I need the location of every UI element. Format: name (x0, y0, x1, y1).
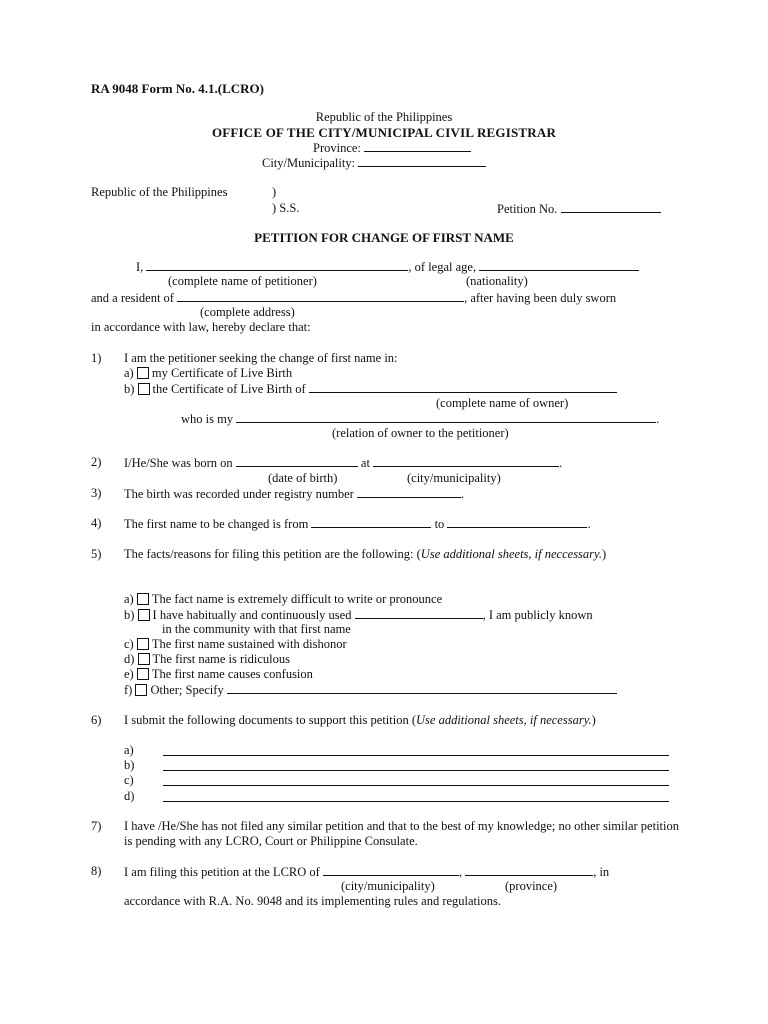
sworn-text: , after having been duly sworn (464, 291, 617, 305)
item6-lead: I submit the following documents to support this petition ( (124, 713, 416, 727)
from-name-field[interactable] (311, 516, 431, 528)
petitioner-caption: (complete name of petitioner) (168, 274, 317, 288)
item8-comma: , (458, 865, 463, 879)
lcro-city-field[interactable] (323, 864, 459, 876)
petition-no-label: Petition No. (497, 202, 558, 216)
item5-option-a (124, 592, 442, 607)
item4-number: 4) (91, 516, 102, 530)
petition-no-field[interactable] (561, 201, 661, 213)
item7-text: I have /He/She has not filed any similar petition and that to the best of my knowledge; no other similar petition is pending with any LCRO, Court or Philippine Consulate. (124, 819, 679, 848)
item4-to: to (434, 517, 445, 531)
item1-a-text: my Certificate of Live Birth (151, 366, 293, 380)
item2-period: . (559, 456, 563, 470)
birth-city-caption: (city/municipality) (407, 471, 501, 485)
item2-number: 2) (91, 455, 102, 469)
item1-option-a (124, 366, 292, 381)
address-caption: (complete address) (200, 305, 295, 319)
city-row (262, 155, 486, 171)
item8-text: I am filing this petition at the LCRO of (124, 865, 320, 879)
relation-field[interactable] (236, 411, 656, 423)
doc-d-label: d) (124, 789, 135, 803)
item1-b-text: the Certificate of Live Birth of (152, 382, 306, 396)
item5-option-d (124, 652, 290, 667)
venue-republic: Republic of the Philippines (91, 185, 228, 199)
lcro-province-field[interactable] (465, 864, 593, 876)
intro-line-2 (91, 290, 616, 306)
province-row (313, 140, 471, 156)
item6-number: 6) (91, 713, 102, 727)
resident-label: and a resident of (91, 291, 174, 305)
item5-text (124, 547, 679, 562)
item1-text: I am the petitioner seeking the change of first name in: (124, 351, 398, 365)
owner-name-field[interactable] (309, 381, 617, 393)
item1-b-checkbox[interactable] (138, 383, 150, 395)
item5-italic: Use additional sheets, if neccessary. (420, 547, 603, 561)
registry-number-field[interactable] (357, 486, 461, 498)
item5-close: ) (602, 547, 607, 561)
province-field[interactable] (364, 140, 471, 152)
doc-row-a (124, 743, 134, 758)
doc-row-d (124, 789, 134, 804)
header-office: OFFICE OF THE CITY/MUNICIPAL CIVIL REGISTRAR (211, 125, 557, 140)
other-specify-field[interactable] (227, 682, 617, 694)
venue-paren: ) (272, 185, 277, 199)
item5-option-c (124, 637, 347, 652)
item5-f-label: f) (124, 683, 133, 697)
item3-period: . (460, 487, 465, 501)
doc-row-c (124, 773, 134, 788)
item6-close: ) (591, 713, 596, 727)
item1-option-b (124, 381, 617, 397)
intro-line-1 (136, 259, 639, 275)
item1-b-label: b) (124, 382, 135, 396)
item2-row (124, 455, 562, 471)
owner-caption: (complete name of owner) (436, 396, 569, 410)
item5-b-text: I have habitually and continuously used (152, 608, 352, 622)
birth-city-field[interactable] (373, 455, 559, 467)
date-of-birth-field[interactable] (236, 455, 358, 467)
item5-f-checkbox[interactable] (135, 684, 147, 696)
item5-d-label: d) (124, 652, 135, 666)
city-field[interactable] (358, 155, 486, 167)
relation-caption: (relation of owner to the petitioner) (332, 426, 509, 440)
item5-a-label: a) (124, 592, 134, 606)
doc-c-field[interactable] (163, 774, 669, 786)
form-title: PETITION FOR CHANGE OF FIRST NAME (254, 230, 514, 245)
doc-row-b (124, 758, 134, 773)
lcro-province-caption: (province) (505, 879, 558, 893)
doc-b-label: b) (124, 758, 135, 772)
item3-row (124, 486, 464, 502)
legal-age-text: , of legal age, (408, 260, 477, 274)
item3-text: The birth was recorded under registry number (124, 487, 354, 501)
header-republic: Republic of the Philippines (315, 110, 453, 124)
item4-row (124, 516, 591, 532)
doc-d-field[interactable] (163, 790, 669, 802)
item1-a-checkbox[interactable] (137, 367, 149, 379)
who-row (181, 411, 659, 427)
item8-row (124, 864, 609, 880)
item5-b-cont: in the community with that first name (162, 622, 351, 636)
item6-text (124, 713, 679, 728)
nationality-caption: (nationality) (466, 274, 528, 288)
item5-e-label: e) (124, 667, 134, 681)
form-number: RA 9048 Form No. 4.1.(LCRO) (91, 81, 264, 96)
item5-b-checkbox[interactable] (138, 609, 150, 621)
item5-c-checkbox[interactable] (137, 638, 149, 650)
item2-at: at (360, 456, 370, 470)
lcro-city-caption: (city/municipality) (341, 879, 435, 893)
item8-cont: accordance with R.A. No. 9048 and its implementing rules and regulations. (124, 894, 501, 908)
petitioner-name-field[interactable] (146, 259, 408, 271)
item5-f-text: Other; Specify (150, 683, 224, 697)
declare-text: in accordance with law, hereby declare that: (91, 320, 311, 334)
item5-option-f (124, 682, 617, 698)
item1-a-label: a) (124, 366, 134, 380)
to-name-field[interactable] (447, 516, 587, 528)
item4-period: . (587, 517, 591, 531)
doc-b-field[interactable] (163, 759, 669, 771)
item5-b-label: b) (124, 608, 135, 622)
who-label: who is my (181, 412, 234, 426)
item5-c-label: c) (124, 637, 134, 651)
item8-in: , in (593, 865, 610, 879)
used-name-field[interactable] (355, 607, 483, 619)
item8-number: 8) (91, 864, 102, 878)
who-period: . (656, 412, 660, 426)
item5-c-text: The first name sustained with dishonor (151, 637, 347, 651)
doc-c-label: c) (124, 773, 134, 787)
item5-d-text: The first name is ridiculous (152, 652, 291, 666)
item6-italic: Use additional sheets, if necessary. (416, 713, 592, 727)
venue-ss: ) S.S. (272, 201, 300, 215)
i-label: I, (136, 260, 144, 274)
province-label: Province: (313, 141, 361, 155)
item7-number: 7) (91, 819, 102, 833)
item5-e-checkbox[interactable] (137, 668, 149, 680)
item5-e-text: The first name causes confusion (151, 667, 313, 681)
nationality-field[interactable] (479, 259, 639, 271)
item5-option-b (124, 607, 593, 623)
doc-a-field[interactable] (163, 744, 669, 756)
item5-b-suffix: , I am publicly known (482, 608, 593, 622)
item5-option-e (124, 667, 313, 682)
item5-d-checkbox[interactable] (138, 653, 150, 665)
item4-text: The first name to be changed is from (124, 517, 309, 531)
item5-a-text: The fact name is extremely difficult to write or pronounce (151, 592, 443, 606)
doc-a-label: a) (124, 743, 134, 757)
item5-number: 5) (91, 547, 102, 561)
dob-caption: (date of birth) (268, 471, 338, 485)
address-field[interactable] (177, 290, 464, 302)
item3-number: 3) (91, 486, 102, 500)
item2-text: I/He/She was born on (124, 456, 233, 470)
petition-no-row (497, 201, 661, 217)
item5-lead: The facts/reasons for filing this petition are the following: ( (124, 547, 421, 561)
item1-number: 1) (91, 351, 102, 365)
city-label: City/Municipality: (262, 156, 356, 170)
item5-a-checkbox[interactable] (137, 593, 149, 605)
